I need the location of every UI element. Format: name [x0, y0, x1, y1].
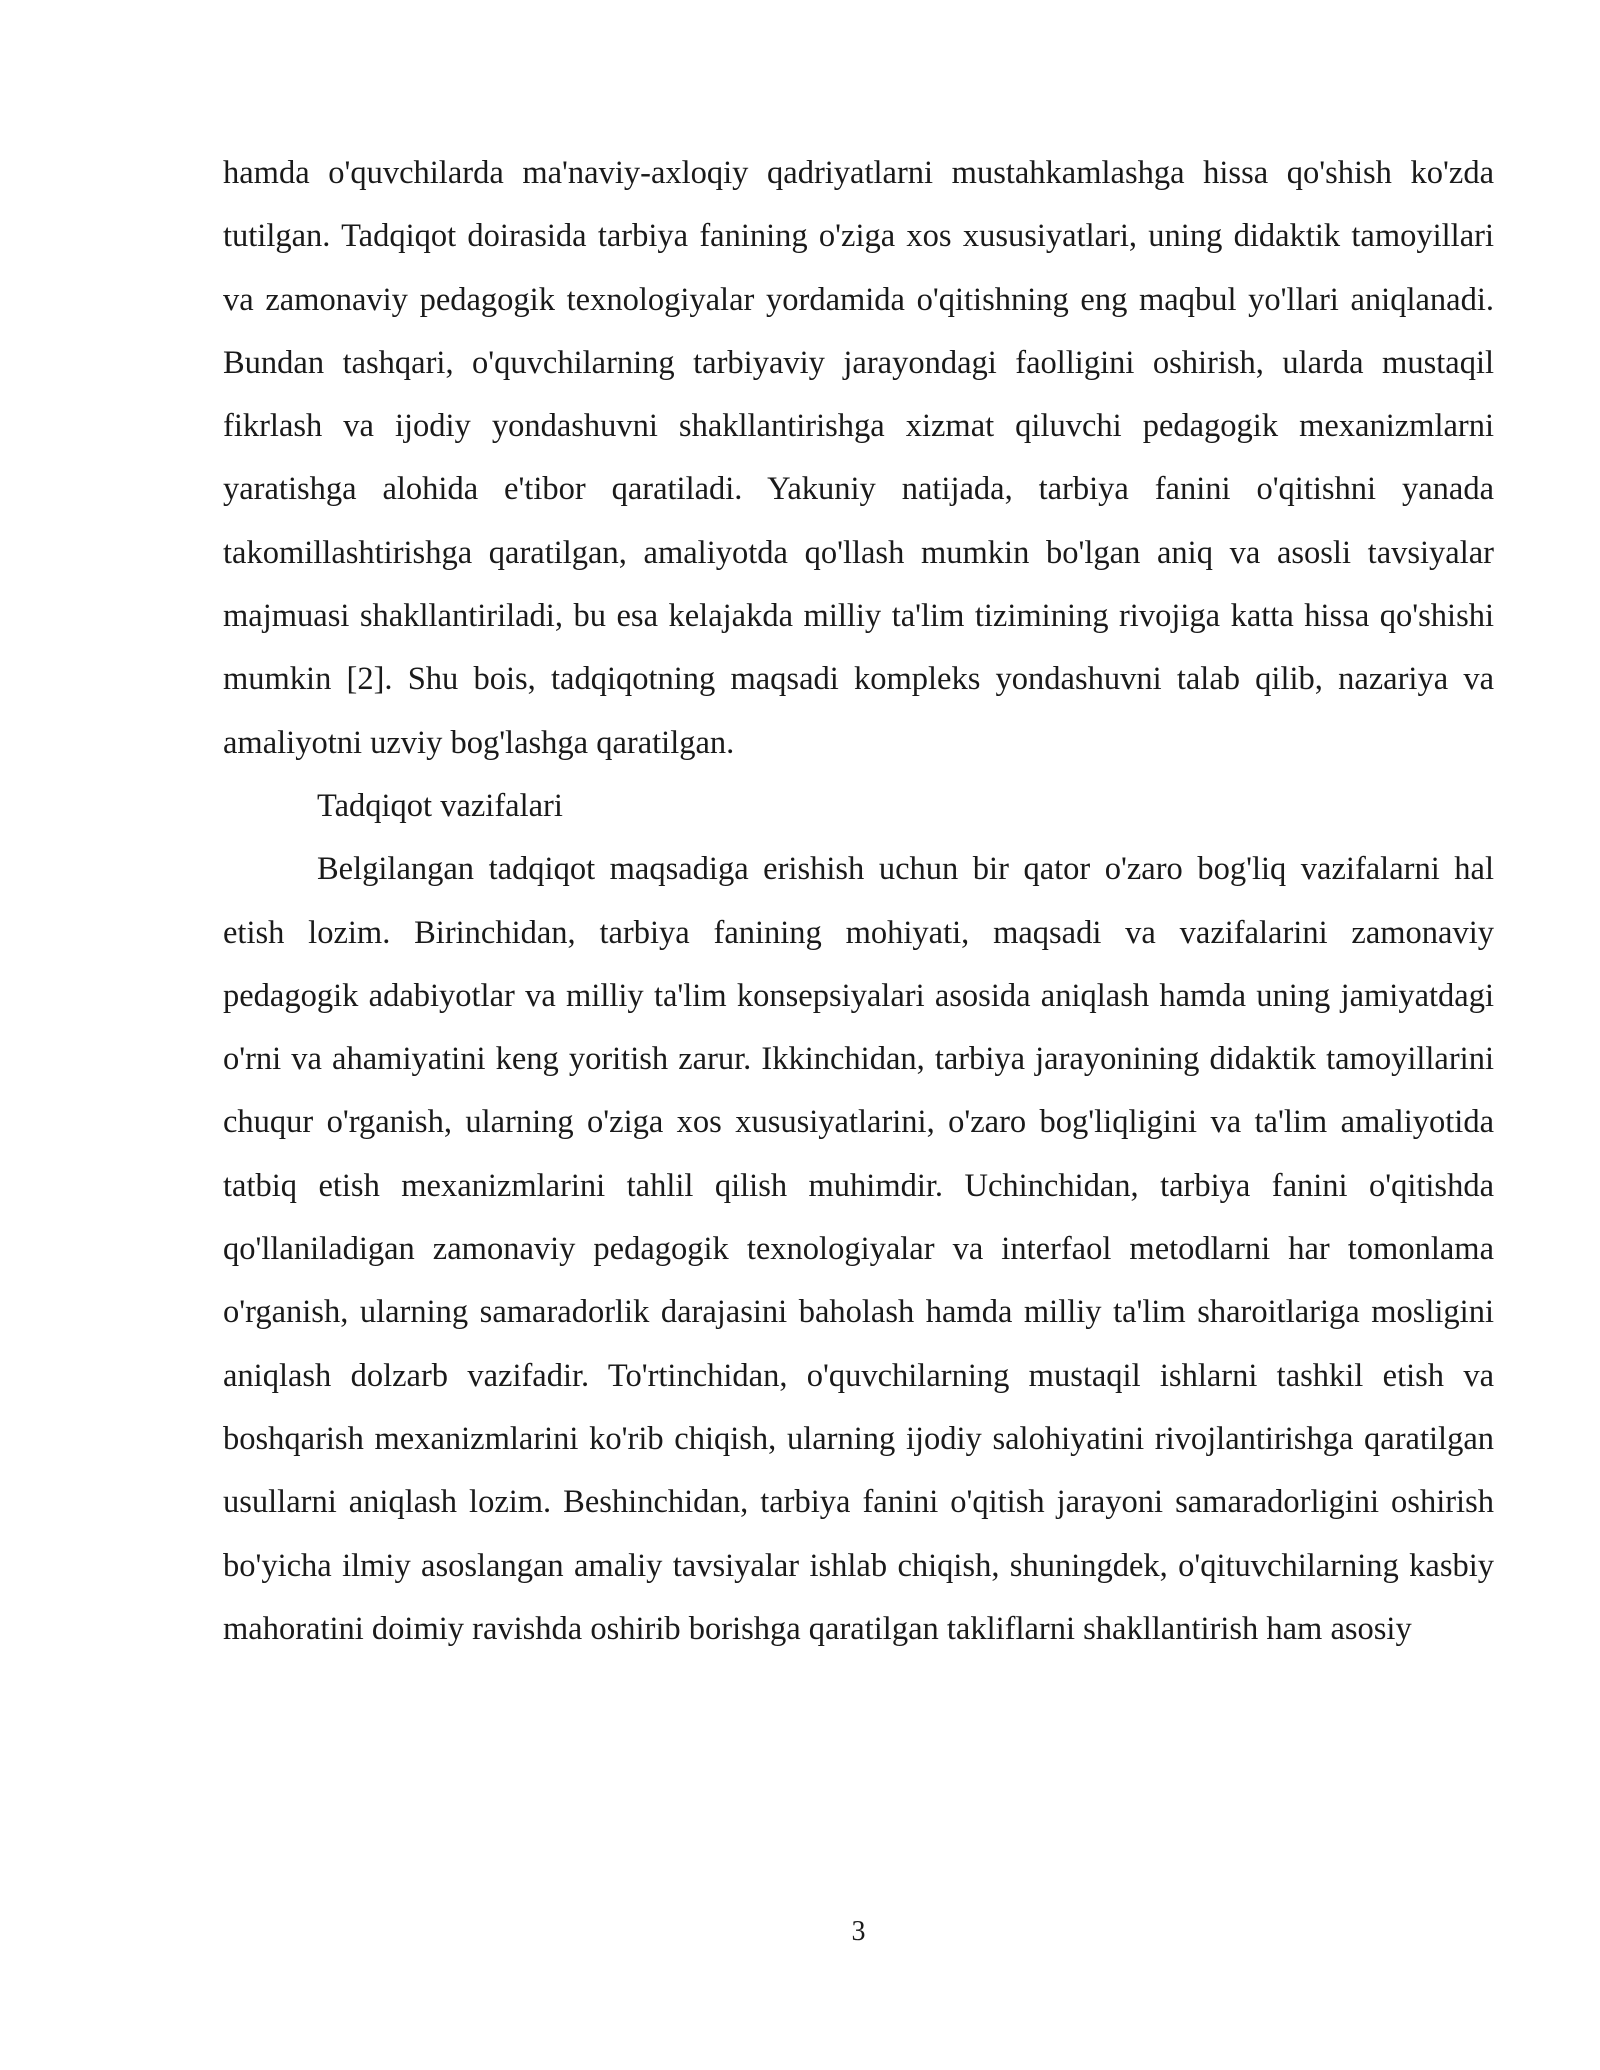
document-body [223, 142, 1494, 1661]
page-number: 3 [851, 1916, 866, 1947]
section-heading-research-tasks: Tadqiqot vazifalari [317, 787, 563, 824]
paragraph-research-tasks: Belgilangan tadqiqot maqsadiga erishish uchun bir qator o'zaro bog'liq vazifalarni hal etish lozim. Birinchidan, tarbiya fanining mohiyati, maqsadi va vazifalarini zamonaviy pedagogik adabiyotlar va milliy ta'lim konsepsiyalari asosida aniqlash hamda uning jamiyatdagi o'rni va ahamiyatini keng yoritish zarur. Ikkinchidan, tarbiya jarayonining didaktik tamoyillarini chuqur o'rganish, ularning o'ziga xos xususiyatlarini, o'zaro bog'liqligini va ta'lim amaliyotida tatbiq etish mexanizmlarini tahlil qilish muhimdir. Uchinchidan, tarbiya fanini o'qitishda qo'llaniladigan zamonaviy pedagogik texnologiyalar va interfaol metodlarni har tomonlama o'rganish, ularning samaradorlik darajasini baholash hamda milliy ta'lim sharoitlariga mosligini aniqlash dolzarb vazifadir. To'rtinchidan, o'quvchilarning mustaqil ishlarni tashkil etish va boshqarish mexanizmlarini ko'rib chiqish, ularning ijodiy salohiyatini rivojlantirishga qaratilgan usullarni aniqlash lozim. Beshinchidan, tarbiya fanini o'qitish jarayoni samaradorligini oshirish bo'yicha ilmiy asoslangan amaliy tavsiyalar ishlab chiqish, shuningdek, o'qituvchilarning kasbiy mahoratini doimiy ravishda oshirib borishga qaratilgan takliflarni shakllantirish ham asosiy [223, 851, 1494, 1647]
paragraph-research-goal-continuation: hamda o'quvchilarda ma'naviy-axloqiy qadriyatlarni mustahkamlashga hissa qo'shish ko'zda tutilgan. Tadqiqot doirasida tarbiya fanining o'ziga xos xususiyatlari, uning didaktik tamoyillari va zamonaviy pedagogik texnologiyalar yordamida o'qitishning eng maqbul yo'llari aniqlanadi. Bundan tashqari, o'quvchilarning tarbiyaviy jarayondagi faolligini oshirish, ularda mustaqil fikrlash va ijodiy yondashuvni shakllantirishga xizmat qiluvchi pedagogik mexanizmlarni yaratishga alohida e'tibor qaratiladi. Yakuniy natijada, tarbiya fanini o'qitishni yanada takomillashtirishga qaratilgan, amaliyotda qo'llash mumkin bo'lgan aniq va asosli tavsiyalar majmuasi shakllantiriladi, bu esa kelajakda milliy ta'lim tizimining rivojiga katta hissa qo'shishi mumkin [2]. Shu bois, tadqiqotning maqsadi kompleks yondashuvni talab qilib, nazariya va amaliyotni uzviy bog'lashga qaratilgan. [223, 155, 1494, 761]
